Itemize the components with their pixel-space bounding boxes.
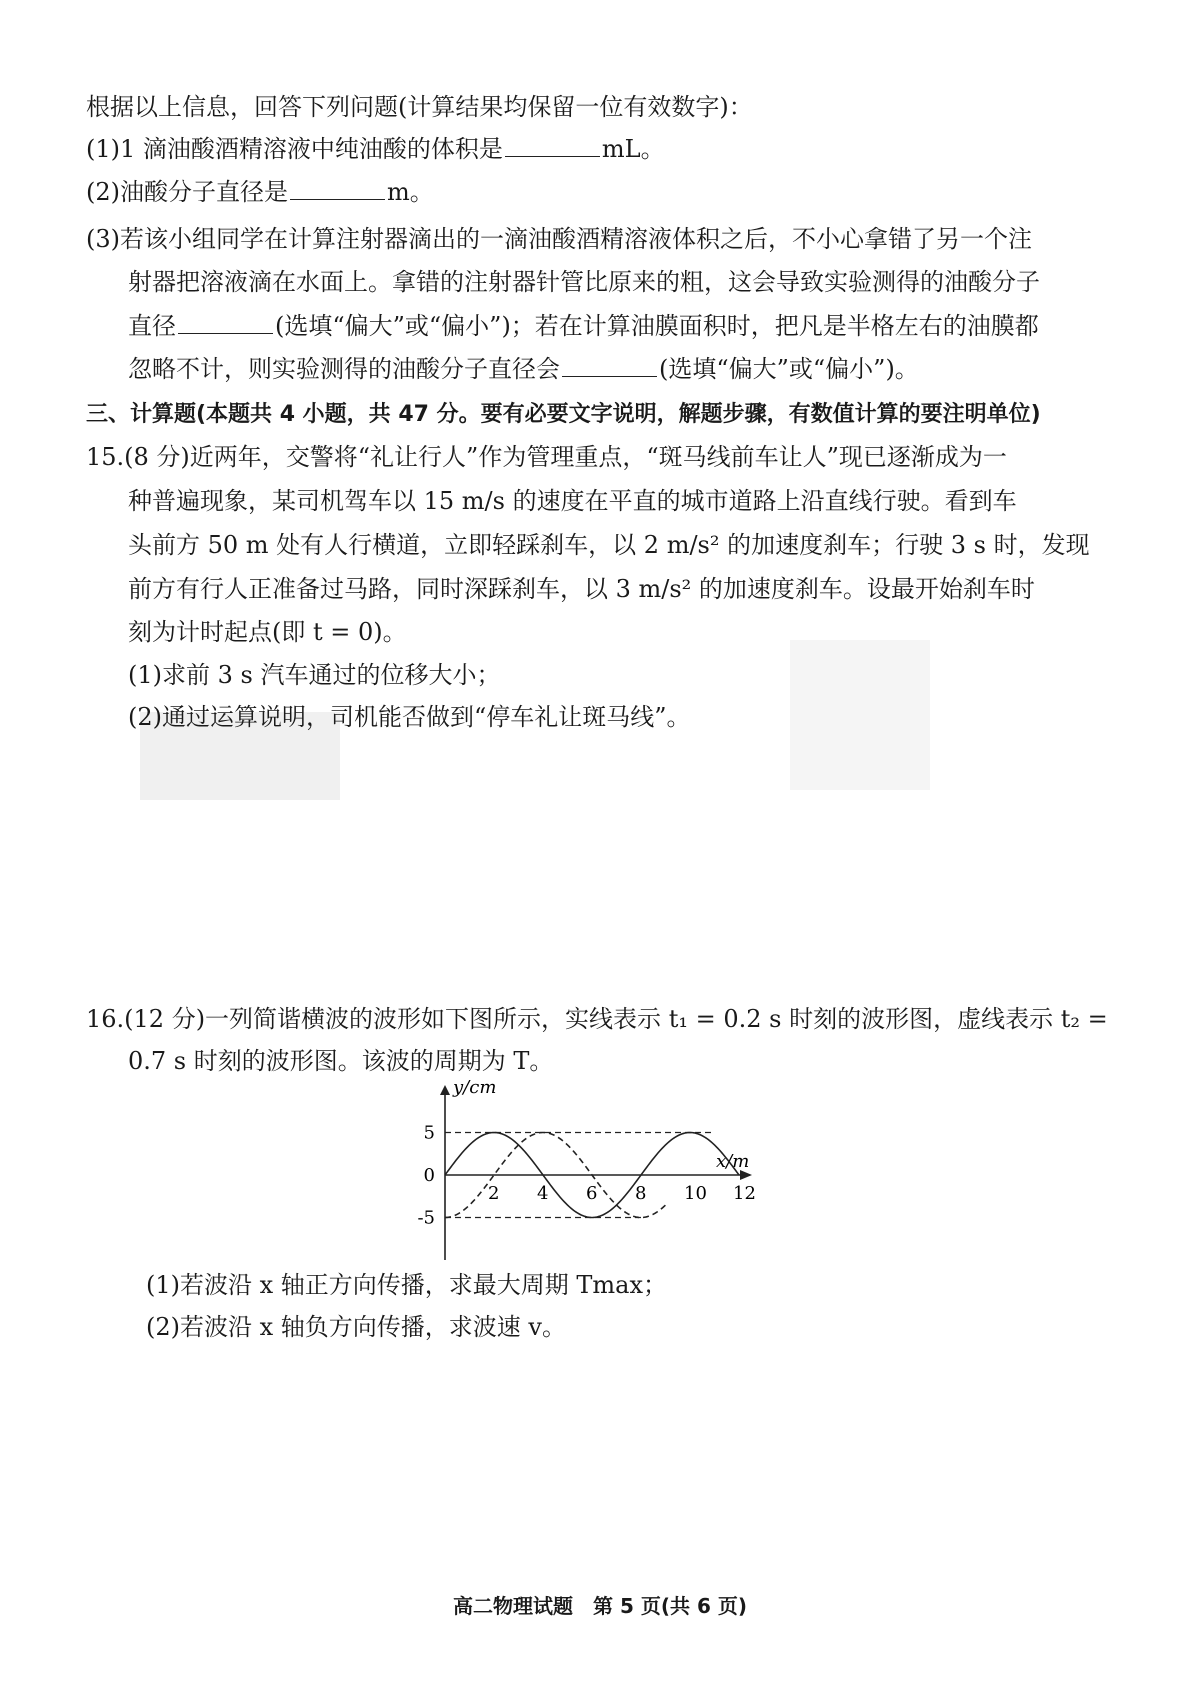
q14-part3-line4 [128,352,919,386]
q15-line4: 前方有行人正准备过马路，同时深踩刹车，以 3 m/s² 的加速度刹车。设最开始刹车时 [128,575,1035,603]
q14-part3-line4-a: 忽略不计，则实验测得的油酸分子直径会 [128,355,560,383]
answer-blank[interactable] [290,177,385,200]
q15-line2: 种普遍现象，某司机驾车以 15 m/s 的速度在平直的城市道路上沿直线行驶。看到车 [128,487,1017,515]
q14-part3-line3-b: (选填“偏大”或“偏小”)；若在计算油膜面积时，把凡是半格左右的油膜都 [275,312,1039,340]
q14-part2-unit: m。 [387,178,434,206]
q16-line1: 16.(12 分)一列简谐横波的波形如下图所示，实线表示 t₁ = 0.2 s 时刻的波形图，虚线表示 t₂ = [86,1005,1108,1033]
x-tick-label: 12 [733,1183,756,1204]
q15-sub2: (2)通过运算说明，司机能否做到“停车礼让斑马线”。 [128,703,691,731]
q15-line3: 头前方 50 m 处有人行横道，立即轻踩刹车，以 2 m/s² 的加速度刹车；行驶 3 s 时，发现 [128,531,1090,559]
q16-sub2: (2)若波沿 x 轴负方向传播，求波速 v。 [146,1313,566,1341]
section-heading: 三、计算题(本题共 4 小题，共 47 分。要有必要文字说明，解题步骤，有数值计算的要注明单位) [86,402,1041,427]
q14-part3-line2: 射器把溶液滴在水面上。拿错的注射器针管比原来的粗，这会导致实验测得的油酸分子 [128,268,1040,296]
bleed-through-block [790,640,930,790]
x-tick-label: 4 [537,1183,549,1204]
q14-part2 [86,175,434,209]
q15-line5: 刻为计时起点(即 t = 0)。 [128,618,407,646]
q14-part3-line4-b: (选填“偏大”或“偏小”)。 [659,355,919,383]
q14-part1-unit: mL。 [601,135,665,163]
y-tick-label: -5 [417,1207,435,1229]
y-axis-arrow [440,1085,450,1095]
answer-blank[interactable] [562,354,657,377]
q15-sub1: (1)求前 3 s 汽车通过的位移大小； [128,661,501,689]
y-axis-label: y/cm [453,1077,497,1098]
x-axis-label: x/m [716,1151,750,1172]
q14-part1-text: (1)1 滴油酸酒精溶液中纯油酸的体积是 [86,135,503,163]
q14-part3-line3 [128,309,1039,343]
wave-chart [400,1075,800,1275]
q14-part2-text: (2)油酸分子直径是 [86,178,288,206]
x-tick-label: 8 [635,1183,647,1204]
q14-part3-line1: (3)若该小组同学在计算注射器滴出的一滴油酸酒精溶液体积之后，不小心拿错了另一个注 [86,225,1032,253]
x-tick-label: 2 [488,1183,500,1204]
y-tick-label: 0 [423,1165,435,1186]
x-tick-label: 6 [586,1183,598,1204]
y-tick-label: 5 [423,1122,435,1144]
page-footer: 高二物理试题 第 5 页(共 6 页) [453,1594,747,1618]
q15-line1: 15.(8 分)近两年，交警将“礼让行人”作为管理重点，“斑马线前车让人”现已逐渐成为一 [86,443,1007,471]
q16-sub1: (1)若波沿 x 轴正方向传播，求最大周期 Tmax； [146,1271,668,1299]
q16-line2: 0.7 s 时刻的波形图。该波的周期为 T。 [128,1047,554,1075]
q14-part1 [86,132,665,166]
answer-blank[interactable] [505,134,600,157]
answer-blank[interactable] [178,311,273,334]
intro-text: 根据以上信息，回答下列问题(计算结果均保留一位有效数字)： [86,93,753,121]
x-tick-label: 10 [684,1183,707,1204]
q14-part3-line3-a: 直径 [128,312,176,340]
